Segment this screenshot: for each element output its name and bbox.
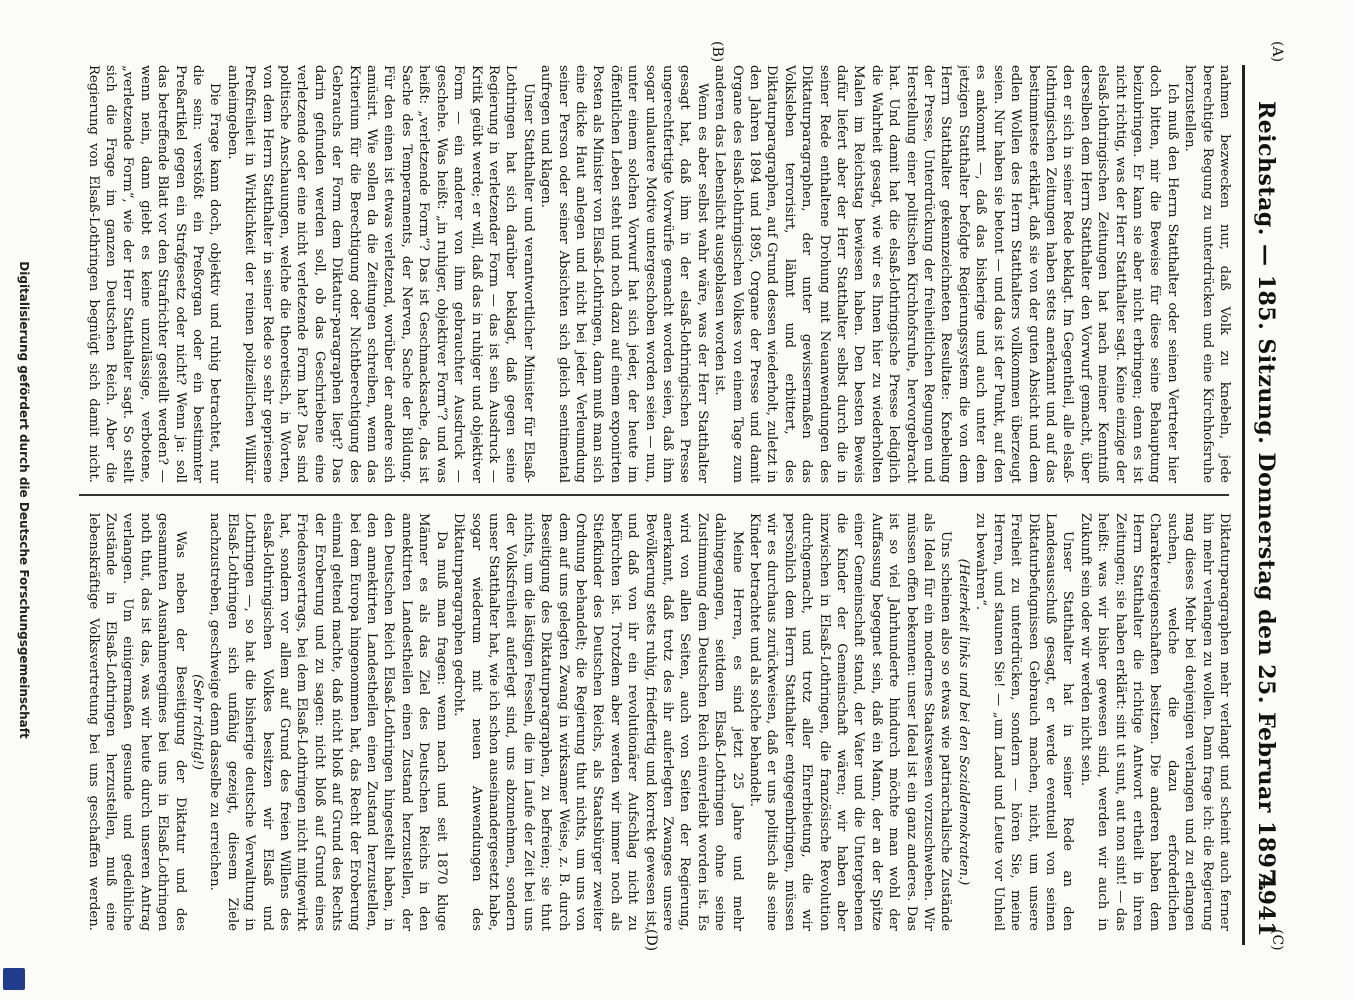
paragraph: Die Frage kann doch, objektiv und ruhig betrachtet, nur die sein: verstößt ein Preßorgan oder ein bestimmter Preßartikel gegen ein Strafgesetz oder nicht? Wenn ja: soll das betreffende Blatt vor den Strafrichter gestellt werden? — wenn nein, dann giebt es keine unzulässige, verbotene, „verletzende Form“, wie der Herr Statthalter sagt. So stellt sich die Frage im ganzen Deutschen Reich. Aber die Regierung von Elsaß-Lothringen begnügt sich damit nicht. [85, 65, 223, 483]
credit-text: Digitalisierung gefördert durch die Deutsche Forschungsgemeinschaft [17, 261, 31, 739]
header-rule [1242, 65, 1245, 945]
column-divider [79, 494, 1229, 496]
paragraph: Diktaturparagraphen mehr verlangt und scheint auch ferner hin mehr verlangen zu wollen. Dann frage ich: die Regierung mag dieses Mehr bei denjenigen verlangen und zu erlangen suchen, welche die dazu erforderlichen Charaktereigenschaften besitzen. Die anderen haben dem Herrn Statthalter die richtige Antwort ertheilt in ihren Zeitungen; sie haben erklärt: sint ut sunt, aut non sint! — das heißt: was wir bisher gewesen sind, werden wir auch in Zukunft sein oder wir werden nicht sein. [1077, 513, 1232, 931]
margin-marker-c: (C) [1269, 929, 1285, 951]
dfg-logo [3, 968, 25, 990]
paragraph: Ich muß den Herrn Statthalter oder seinen Vertreter hier doch bitten, mir die Beweise für diese seine Behauptung beizubringen. Er kann sie aber nicht erbringen; denn es ist nicht richtig, was der Herr Statthalter sagt. Keine einzige der elsaß-lothringischen Zeitungen hat nach meiner Kenntniß derselben dem Herrn Statthalter den Vorwurf gemacht, über den er sich in seiner Rede beklagt. Im Gegentheil, alle elsaß-lothringischen Zeitungen haben stets anerkannt und auf das bestimmteste erklärt, daß sie von der guten Absicht und dem edlen Wollen des Herrn Statthalters vollkommen überzeugt seien. Nur haben sie betont — und das ist der Punkt, auf den es ankommt —, daß das bisherige und auch unter dem jetzigen Statthalter befolgte Regierungssystem die von dem Herrn Statthalter gekennzeichneten Resultate: Knebelung der Presse, Unterdrückung der freiheitlichen Regungen und Herstellung einer politischen Kirchhofsruhe, hervorgebracht hat. Und damit hat die elsaß-lothringische Presse lediglich die Wahrheit gesagt, wie wir es Ihnen hier zu wiederholten Malen im Reichstag bewiesen haben. Den besten Beweis dafür liefert aber der Herr Statthalter selbst durch die in seiner Rede enthaltene Drohung mit Neuanwendungen des Diktaturparagraphen, der unter gewissermaßen das Volksleben terrorisirt, lähmt und erbittert, des Diktaturparagraphen, auf Grund dessen wiederholt, zuletzt in den Jahren 1894 und 1895, Organe der Presse und damit Organe des elsaß-lothringischen Volkes von einem Tage zum anderen das Lebenslicht ausgeblasen worden ist. [712, 65, 1180, 483]
paragraph: Unser Statthalter und verantwortlicher Minister für Elsaß-Lothringen hat sich darüber beklagt, daß gegen seine Regierung in verletzender Form — das ist sein Ausdruck — Kritik geübt werde; er will, daß das in ruhiger und objektiver Form — ein anderer von ihm gebrauchter Ausdruck — geschehe. Was heißt: „in ruhiger, objektiver Form“? und was heißt: „verletzende Form“? Das ist Geschmacksache, das ist Sache des Temperaments, der Nerven, Sache der Bildung. Für den einen ist etwas verletzend, worüber der andere sich amüsirt. Wie sollen da die Zeitungen schreiben, wenn das Kriterium für die Berechtigung oder Nichtberechtigung des Gebrauchs der Form dem Diktatur-paragraphen liegt? Das darin gefunden werden soll, ob das Geschriebene eine verletzende oder eine nicht verletzende Form hat? Das sind politische Anschauungen, welche die theoretisch, in Worten, von dem Herrn Statthalter in seiner Rede so sehr gepriesene Preßfreiheit in Wirklichkeit der reinen polizeilichen Willkür anheimgeben. [224, 65, 536, 483]
paragraph: Unser Statthalter hat in seiner Rede an den Landesausschuß gesagt, er werde eventuell von seinen Diktaturbefugnissen Gebrauch machen, nicht, um unsere Freiheit zu unterdrücken, sondern — hören Sie, meine Herren, und staunen Sie! — „um Land und Leute vor Unheil zu bewahren“. [973, 513, 1076, 931]
document-page [65, 41, 1285, 955]
paragraph: Wenn es aber selbst wahr wäre, was der Herr Statthalter gesagt hat, daß ihm in der elsaß-lothringischen Presse ungerechtfertigte Vorwürfe gemacht worden seien, daß ihm sogar unlautere Motive untergeschoben worden seien — nun, unter einem solchen Vorwurf hat sich jeder, der heute im öffentlichen Leben steht und noch dazu auf einem exponirten Posten als Minister von Elsaß-Lothringen, dann muß man sich eine dicke Haut anlegen und nicht bei jeder Verleumdung seiner Person oder seiner Absichten sich gleich sentimental aufregen und klagen. [538, 65, 710, 483]
interjection: (Heiterkeit links und bei den Sozialdemokraten.) [955, 558, 971, 886]
right-column [83, 513, 1233, 931]
page-number: 4941 [1253, 873, 1279, 937]
paragraph: Da muß man fragen: wenn nach und seit 1870 kluge Männer es als das Ziel des Deutschen Reichs in den annektirten Landestheilen einen Zustand herzustellen, der den Deutschen Reich Elsaß-Lothringen hingestellt haben, in den annektirten Landestheilen einen Zustand herzustellen, bei dem Europa hingenommen hat, das Recht der Eroberung einmal geltend machte, daß nicht bloß auf Grund des Rechts der Eroberung und zu sagen: nicht bloß auf Grund eines Friedensvertrags, bei dem Elsaß-Lothringen nicht mitgewirkt hat, sondern vor allem auf Grund des freien Willens des elsaß-lothringischen Volkes besitzen wir Elsaß und Lothringen —, so hat die bisherige deutsche Verwaltung in Elsaß-Lothringen sich unfähig gezeigt, diesem Ziele nachzustreben, geschweige denn dasselbe zu erreichen. [207, 513, 449, 931]
paragraph: Was neben der Beseitigung der Diktatur und des gesammten Ausnahmeregimes bei uns in Elsaß-Lothringen noth thut, das ist das, was wir heute durch unseren Antrag verlangen. Um einigermaßen gesunde und gedeihliche Zustände in Elsaß-Lothringen herzustellen, muß eine lebenskräftige Volksvertretung bei uns geschaffen werden. [85, 513, 188, 931]
paragraph: nahmen bezwecken nur, daß Volk zu knebeln, jede berechtigte Regung zu unterdrücken und eine Kirchhofsruhe herzustellen. [1182, 65, 1232, 483]
page-header [1239, 45, 1279, 955]
paragraph: Meine Herren, es sind jetzt 25 Jahre und mehr dahingegangen, seitdem Elsaß-Lothringen ohne seine Zustimmung dem Deutschen Reich einverleibt worden ist. Es wird von allen Seiten, auch von Seiten der Regierung, anerkannt, daß trotz des ihr auferlegten Zwanges unsere Bevölkerung stets ruhig, friedfertig und korrekt gewesen ist, und daß von ihr ein revolutionärer Aufschlag nicht zu befürchten ist. Trotzdem aber werden wir immer noch als Stiefkinder des Deutschen Reichs, als Staatsbürger zweiter Ordnung behandelt; die Regierung thut nichts, um uns von dem auf uns gelegten Zwang in wirksamer Weise, z. B. durch Beseitigung des Diktaturparagraphen, zu befreien; sie thut nichts, um die lästigen Fesseln, die im Laufe der Zeit bei uns der Volksfreiheit auferlegt sind, uns abzunehmen, sondern unser Statthalter hat, wie ich schon auseinandergesetzt habe, sogar wiederum mit neuen Anwendungen des Diktaturparagraphen gedroht. [451, 513, 745, 931]
interjection: (Sehr richtig!) [190, 674, 206, 770]
paragraph: Uns scheinen also so etwas wie patriarchalische Zustände als Ideal für ein modernes Staatswesen vorzuschweben. Wir müssen offen bekennen: unser Ideal ist ein ganz anderes. Das ist so viel Jahrhunderte hindurch möchte man wohl der Auffassung begegnet sein, daß ein Mann, der an der Spitze einer Gemeinschaft stand, der Vater und die Untergebenen die Kinder der Gemeinschaft wären; wir haben aber inzwischen in Elsaß-Lothringen, die französische Revolution durchgemacht, und trotz aller Ehrerbietung, die wir persönlich dem Herrn Statthalter entgegenbringen, müssen wir es durchaus zurückweisen, daß er uns politisch als seine Kinder betrachtet und als solche behandelt. [747, 513, 954, 931]
credit-bar [14, 0, 34, 1000]
page-title: Reichstag. — 185. Sitzung. Donnerstag den 25. Februar 1897. [1253, 101, 1279, 893]
margin-marker-a: (A) [1269, 41, 1285, 63]
margin-marker-d: (D) [643, 929, 659, 952]
margin-marker-b: (B) [709, 41, 725, 63]
left-column [83, 65, 1233, 483]
